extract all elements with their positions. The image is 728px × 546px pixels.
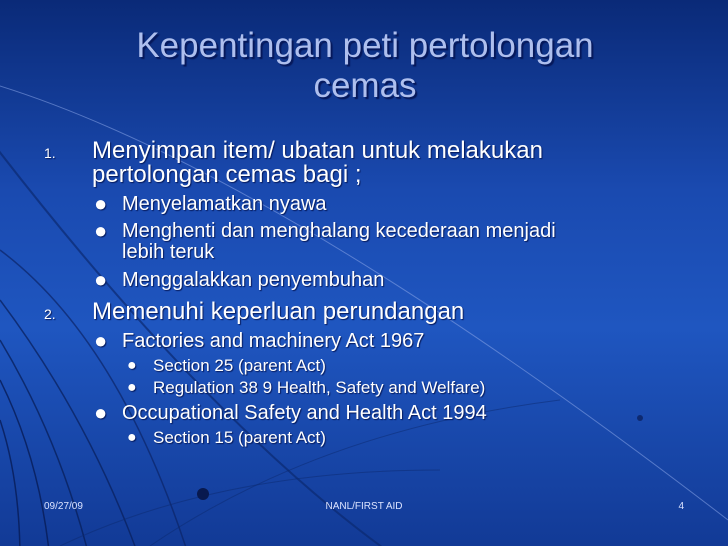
bullet-icon: ● [94,218,108,243]
subitem-text: Menyelamatkan nyawa [122,193,327,215]
bullet-icon: ● [94,328,108,353]
subitem-text: Factories and machinery Act 1967 [122,330,425,352]
bullet-icon: ● [94,267,108,292]
bullet-icon: ● [127,357,137,374]
bullet-icon: ● [127,379,137,396]
item-number: 2. [44,306,56,322]
subsubitem-text: Regulation 38 9 Health, Safety and Welfare) [153,378,486,397]
subsubitem-text: Section 15 (parent Act) [153,428,326,447]
footer-center: NANL/FIRST AID [325,501,403,512]
bullet-icon: ● [94,400,108,425]
subitem-text: Occupational Safety and Health Act 1994 [122,402,487,424]
title-line-2: cemas [313,66,417,105]
bullet-icon: ● [94,191,108,216]
item-text: Memenuhi keperluan perundangan [92,298,465,325]
slide-number: 4 [678,501,684,512]
title-line-1: Kepentingan peti pertolongan [136,26,594,65]
subitem-text-line-2: lebih teruk [122,241,215,263]
subsubitem-text: Section 25 (parent Act) [153,356,326,375]
slide-title [60,26,670,106]
footer-date: 09/27/09 [44,501,83,512]
bullet-icon: ● [127,429,137,446]
item-text-line-2: pertolongan cemas bagi ; [92,161,362,188]
item-text-line-1: Menyimpan item/ ubatan untuk melakukan [92,137,543,164]
item-number: 1. [44,145,56,161]
subitem-text-line-1: Menghenti dan menghalang kecederaan menjadi [122,220,556,242]
subitem-text: Menggalakkan penyembuhan [122,269,385,291]
